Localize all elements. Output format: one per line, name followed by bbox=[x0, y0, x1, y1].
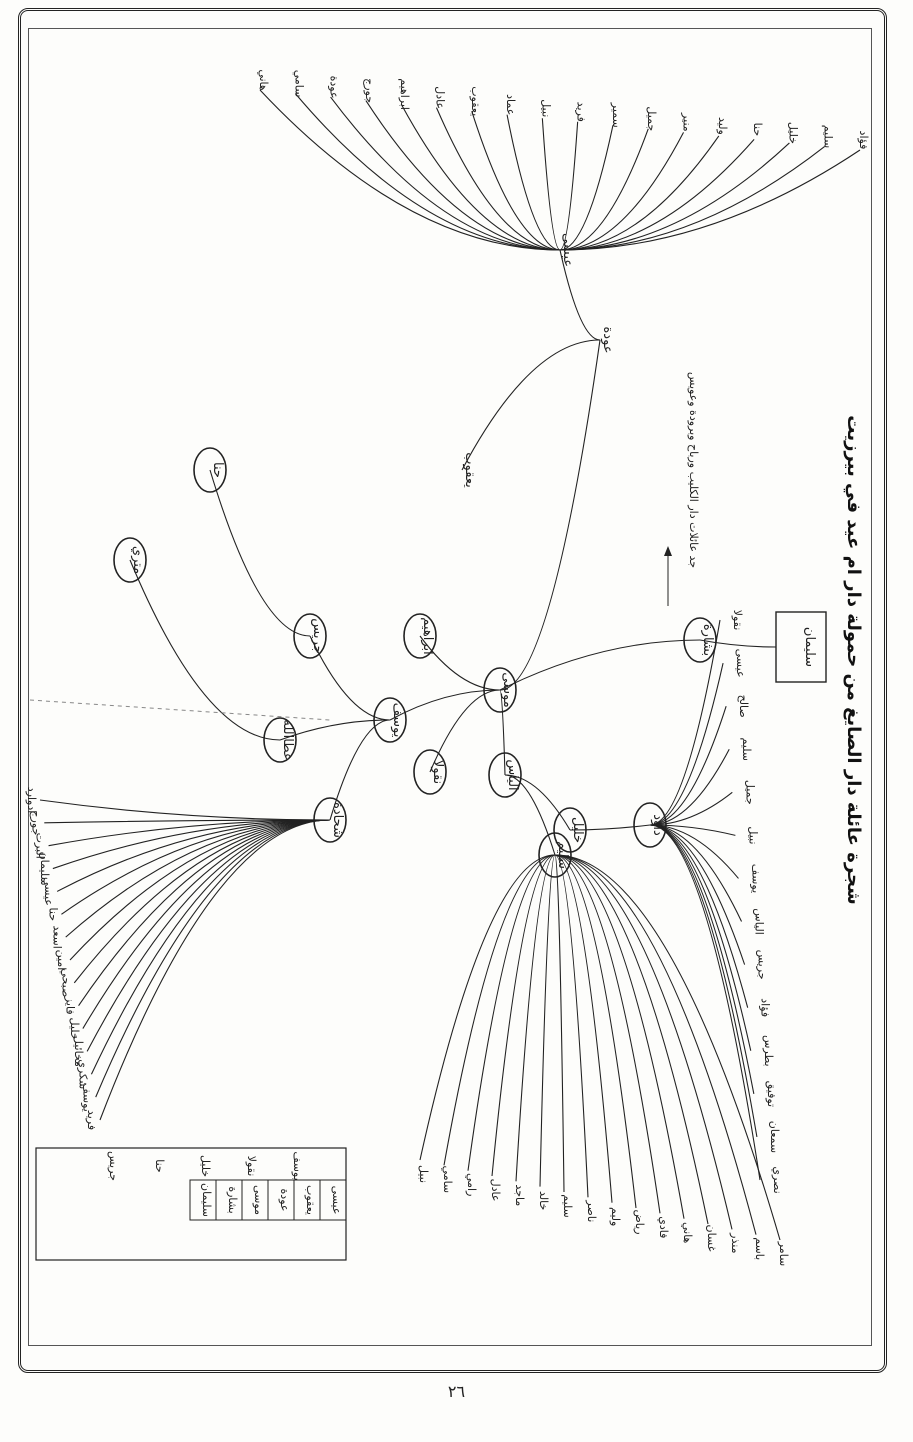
leaf-label-left: ادوارد bbox=[25, 786, 38, 814]
leaf-label-right: جميل bbox=[743, 779, 757, 805]
leaf-edge bbox=[560, 129, 648, 250]
leaf-edge bbox=[560, 122, 578, 250]
leaf-label-right: عيسى bbox=[734, 648, 748, 678]
leaf-label-right: توفيق bbox=[764, 1080, 778, 1108]
node-label: يعقوب bbox=[462, 452, 477, 488]
leaf-label-left: مخائيل bbox=[72, 1035, 86, 1067]
leaf-label-bottom: وليم bbox=[609, 1207, 622, 1227]
leaf-label-left: صبحي bbox=[59, 968, 73, 998]
leaf-label-top: هاني bbox=[257, 69, 270, 91]
leaf-label-top: منير bbox=[680, 113, 694, 132]
node-label: حنا bbox=[210, 462, 225, 478]
leaf-label-top: ابراهيم bbox=[398, 78, 412, 110]
leaf-label-bottom: عادل bbox=[489, 1178, 502, 1202]
leaf-label-bottom: رامي bbox=[465, 1172, 478, 1197]
legend-cell-label: بشارة bbox=[226, 1186, 239, 1214]
leaf-label-left: البرت bbox=[33, 832, 47, 859]
leaf-edge bbox=[555, 855, 684, 1219]
node-label: داود bbox=[650, 814, 665, 836]
root-node bbox=[776, 612, 826, 682]
leaf-label-right: نصري bbox=[771, 1166, 784, 1194]
leaf-label-bottom: رياض bbox=[633, 1209, 646, 1235]
tree-leaves bbox=[25, 69, 870, 1266]
node-label: جريس bbox=[310, 618, 325, 654]
node-label: بشارة bbox=[700, 623, 715, 657]
leaf-label-bottom: ماجد bbox=[513, 1184, 526, 1207]
legend-side-label: خليل bbox=[199, 1154, 212, 1178]
leaf-label-bottom: نبيل bbox=[417, 1164, 430, 1184]
leaf-label-left: يوسف bbox=[80, 1082, 94, 1112]
leaf-label-left: فايز bbox=[63, 996, 77, 1015]
node-label: شحادة bbox=[330, 802, 345, 838]
leaf-label-bottom: هاني bbox=[681, 1221, 694, 1244]
node-label: سليم bbox=[555, 841, 570, 869]
leaf-label-left: سليمان bbox=[37, 851, 51, 886]
legend-side-label: حنا bbox=[153, 1159, 166, 1173]
leaf-label-bottom: غسان bbox=[705, 1224, 718, 1252]
root-label: سليمان bbox=[802, 626, 817, 668]
legend-side-label: نقولا bbox=[245, 1155, 258, 1177]
leaf-edge bbox=[560, 125, 613, 250]
leaf-label-left: امين bbox=[55, 949, 68, 971]
leaf-label-top: يعقوب bbox=[468, 86, 482, 117]
leaf-edge bbox=[507, 115, 560, 250]
leaf-label-top: جميل bbox=[645, 106, 659, 132]
leaf-label-top: خليل bbox=[786, 121, 800, 144]
legend-cell-label: موسى bbox=[252, 1185, 265, 1215]
tree-edge bbox=[500, 640, 700, 690]
leaf-edge bbox=[79, 820, 330, 1006]
legend-side-label: جريس bbox=[107, 1151, 120, 1181]
leaf-label-right: صالح bbox=[737, 694, 751, 718]
leaf-label-top: فؤاد bbox=[857, 130, 870, 150]
leaf-label-top: سمير bbox=[609, 102, 623, 128]
legend-cell-label: عيسى bbox=[330, 1185, 343, 1215]
node-label: متري bbox=[130, 545, 145, 575]
leaf-label-top: فريد bbox=[574, 101, 588, 122]
tree-node bbox=[600, 326, 615, 353]
leaf-label-bottom: سليم bbox=[561, 1194, 574, 1218]
tree-node bbox=[462, 452, 477, 488]
node-label: عيسى bbox=[560, 232, 575, 268]
leaf-label-left: حنا bbox=[46, 907, 60, 922]
node-label: موسى bbox=[500, 672, 515, 708]
leaf-label-left: خليل bbox=[67, 1017, 81, 1040]
leaf-label-bottom: فادي bbox=[657, 1216, 670, 1239]
page-title: شجرة عائلة دار الصايغ من حمولة دار ام عيد في بيرزيت bbox=[843, 415, 864, 905]
leaf-label-top: عودة bbox=[327, 75, 341, 99]
leaf-label-right: سليم bbox=[740, 737, 754, 761]
node-label: نقولا bbox=[430, 759, 445, 785]
node-label: يوسف bbox=[390, 702, 405, 738]
leaf-edge bbox=[96, 820, 330, 1097]
node-label: عودة bbox=[600, 326, 615, 354]
leaf-edge bbox=[87, 820, 330, 1051]
node-label: عطاالله bbox=[280, 719, 295, 761]
node-label: ابراهيم bbox=[420, 617, 435, 655]
node-label: الياس bbox=[505, 759, 520, 791]
leaf-label-top: سليم bbox=[821, 124, 835, 149]
tree-nodes bbox=[114, 233, 716, 877]
leaf-label-right: نقولا bbox=[731, 609, 744, 631]
leaf-label-right: جريس bbox=[755, 949, 769, 980]
leaf-label-top: سامي bbox=[292, 69, 306, 98]
legend-cell-label: عودة bbox=[278, 1188, 291, 1212]
leaf-label-right: سمعان bbox=[767, 1120, 781, 1154]
leaf-label-top: عادل bbox=[433, 86, 447, 110]
leaf-label-right: الياس bbox=[752, 908, 766, 935]
leaf-label-right: بطرس bbox=[761, 1034, 775, 1067]
leaf-edge bbox=[555, 855, 660, 1213]
legend-side-label: يوسف bbox=[291, 1151, 304, 1181]
leaf-edge bbox=[542, 118, 560, 250]
tree-edge bbox=[462, 340, 600, 470]
leaf-label-top: جورج bbox=[362, 78, 376, 104]
leaf-edge bbox=[57, 820, 330, 891]
leaf-label-left: عيسى bbox=[42, 876, 56, 906]
fold-line bbox=[30, 700, 330, 720]
leaf-label-bottom: خالد bbox=[537, 1191, 550, 1211]
legend-table bbox=[36, 1148, 346, 1260]
leaf-label-right: يوسف bbox=[749, 863, 763, 894]
leaf-edge bbox=[444, 855, 555, 1165]
annotation bbox=[664, 372, 700, 606]
leaf-edge bbox=[555, 855, 564, 1192]
leaf-label-left: جورج bbox=[29, 810, 43, 836]
legend-cell-label: يعقوب bbox=[304, 1185, 317, 1215]
leaf-edge bbox=[555, 855, 732, 1229]
leaf-edge bbox=[40, 800, 330, 820]
leaf-label-bottom: باسم bbox=[753, 1237, 766, 1261]
leaf-label-left: فريد bbox=[85, 1109, 98, 1131]
leaf-label-left: شكري bbox=[76, 1059, 90, 1090]
tree-edge bbox=[130, 560, 280, 740]
leaf-edge bbox=[650, 825, 745, 965]
annotation-text: جد عائلات دار الكليب ورباح وبرودة وعويس bbox=[687, 371, 700, 569]
leaf-label-bottom: ناصر bbox=[585, 1200, 598, 1223]
leaf-label-bottom: سامي bbox=[441, 1165, 454, 1194]
leaf-label-top: عماد bbox=[504, 94, 518, 116]
leaf-edge bbox=[366, 101, 560, 250]
leaf-edge bbox=[555, 855, 588, 1197]
leaf-edge bbox=[555, 855, 780, 1240]
leaf-edge bbox=[555, 855, 756, 1235]
leaf-label-top: وليد bbox=[715, 116, 729, 135]
leaf-label-bottom: سامر bbox=[777, 1241, 790, 1267]
leaf-label-left: اسعد bbox=[50, 925, 64, 949]
tree-edge bbox=[210, 470, 310, 636]
node-label: خليل bbox=[570, 816, 585, 844]
page-number: ٢٦ bbox=[447, 1382, 466, 1401]
leaf-edge bbox=[91, 820, 330, 1074]
leaf-edge bbox=[420, 855, 555, 1160]
legend-cell-label: سليمان bbox=[200, 1183, 213, 1217]
leaf-label-right: فؤاد bbox=[758, 998, 772, 1018]
leaf-label-top: نبيل bbox=[539, 99, 553, 118]
leaf-edge bbox=[540, 855, 555, 1187]
leaf-label-bottom: منذر bbox=[729, 1233, 742, 1254]
leaf-label-top: حنا bbox=[751, 122, 765, 137]
leaf-edge bbox=[650, 663, 723, 825]
tree-node bbox=[560, 233, 575, 267]
tree-edge bbox=[500, 340, 600, 690]
leaf-edge bbox=[436, 108, 560, 250]
leaf-edge bbox=[70, 820, 330, 960]
leaf-label-right: نبيل bbox=[746, 826, 760, 845]
